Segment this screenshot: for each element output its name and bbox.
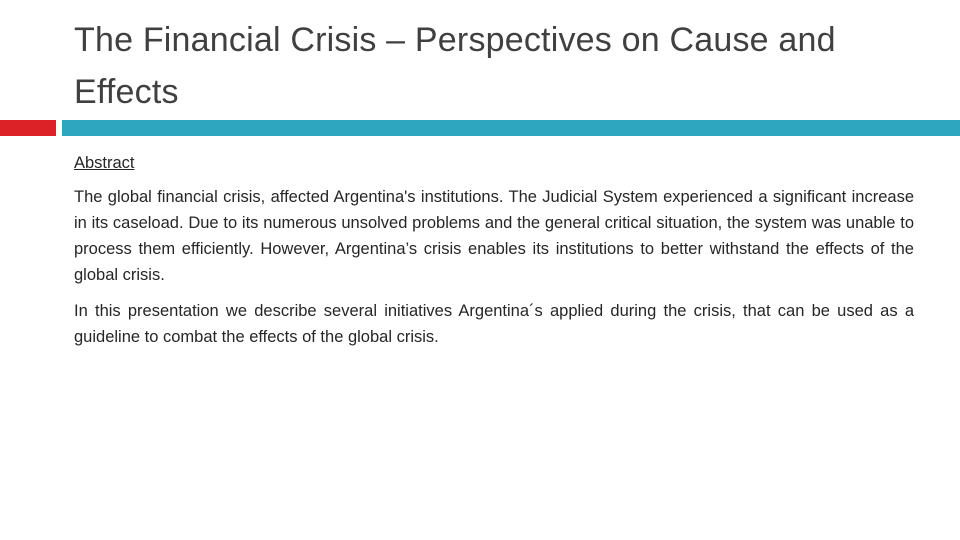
abstract-paragraph-2: In this presentation we describe several initiatives Argentina´s applied during the crisis, that can be used as a guideline to combat the effects of the global crisis. (74, 302, 914, 346)
abstract-paragraph-1: The global financial crisis, affected Argentina's institutions. The Judicial System experienced a significant increase in its caseload. Due to its numerous unsolved problems and the general critical situation, the system was unable to process them efficiently. However, Argentina’s crisis enables its institutions to better withstand the effects of the global crisis. (74, 188, 914, 284)
slide-title: The Financial Crisis – Perspectives on Cause and Effects (74, 21, 836, 111)
accent-bar-teal (62, 120, 960, 136)
abstract-heading: Abstract (74, 154, 135, 172)
slide-content (74, 150, 914, 360)
accent-bar-red (0, 120, 56, 136)
